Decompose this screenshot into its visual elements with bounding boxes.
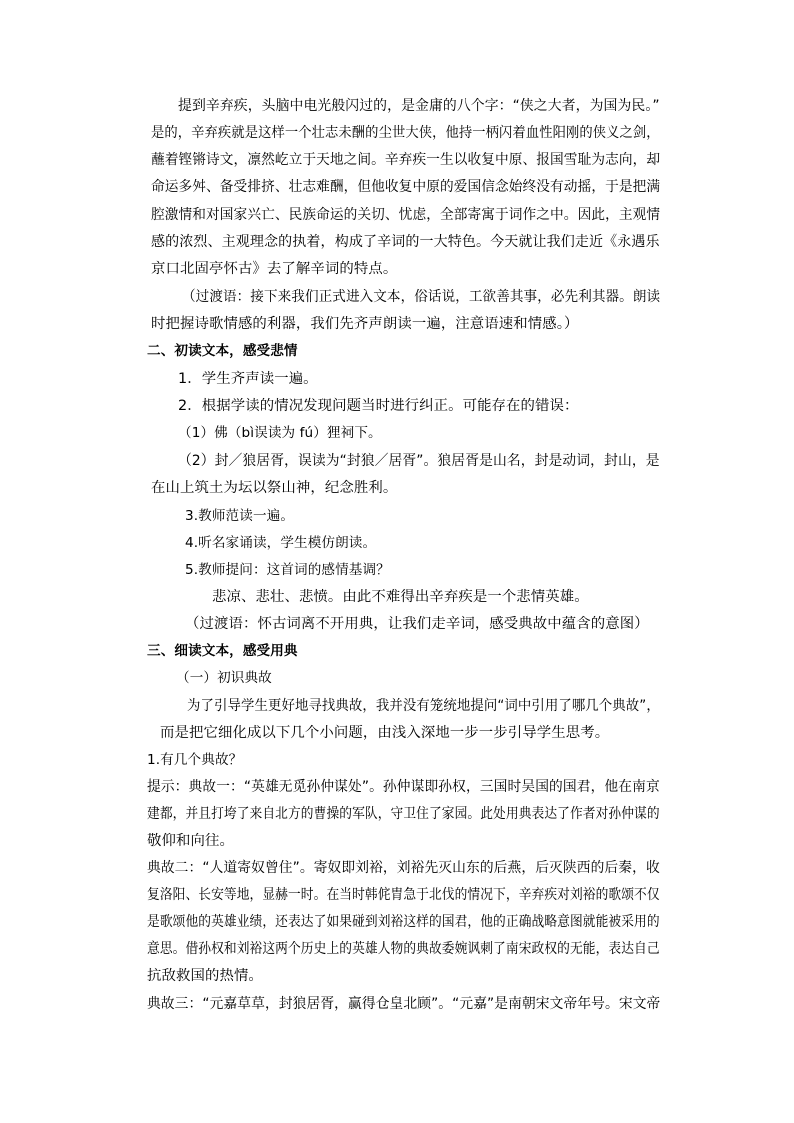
intro-line-4: 命运多舛、备受排挤、壮志难酬，但他收复中原的爱国信念始终没有动摇，于是把满 bbox=[151, 179, 661, 195]
intro-line-1: 提到辛弃疾，头脑中电光般闪过的，是金庸的八个字：“侠之大者，为国为民。” bbox=[178, 98, 660, 114]
error-item-2-cont: 在山上筑土为坛以祭山神，纪念胜利。 bbox=[151, 480, 398, 496]
intro-line-3: 蘸着铿锵诗文，凛然屹立于天地之间。辛弃疾一生以收复中原、报国雪耻为志向，却 bbox=[151, 152, 661, 168]
step-1: 1．学生齐声读一遍。 bbox=[178, 371, 318, 387]
subsection-heading-1: （一）初识典故 bbox=[176, 670, 272, 686]
method-line-1: 为了引导学生更好地寻找典故，我并没有笼统地提问“词中引用了哪几个典故”， bbox=[187, 698, 660, 714]
step-3: 3.教师范读一遍。 bbox=[185, 508, 295, 524]
allusion-2-line-1: 典故二：“人道寄奴曾住”。寄奴即刘裕，刘裕先灭山东的后燕，后灭陕西的后秦，收 bbox=[147, 860, 660, 876]
step-2: 2．根据学读的情况发现问题当时进行纠正。可能存在的错误： bbox=[178, 398, 579, 414]
question-1: 1.有几个典故？ bbox=[147, 752, 243, 768]
section-heading-2: 二、初读文本，感受悲情 bbox=[147, 343, 298, 359]
allusion-2-line-3: 是歌颂他的英雄业绩，还表达了如果碰到刘裕这样的国君，他的正确战略意图就能被采用的 bbox=[147, 914, 660, 930]
allusion-2-line-2: 复洛阳、长安等地，显赫一时。在当时韩侂胄急于北伐的情况下，辛弃疾对刘裕的歌颂不仅 bbox=[147, 887, 660, 903]
allusion-2-line-5: 抗敌救国的热情。 bbox=[147, 968, 263, 984]
intro-line-7: 京口北固亭怀古》去了解辛词的特点。 bbox=[151, 261, 398, 277]
transition-line-2: 时把握诗歌情感的利器，我们先齐声朗读一遍，注意语速和情感。） bbox=[151, 316, 579, 332]
transition-line-1: （过渡语：接下来我们正式进入文本，俗话说，工欲善其事，必先利其器。朗读 bbox=[182, 289, 661, 305]
allusion-3-line-1: 典故三：“元嘉草草，封狼居胥，赢得仓皇北顾”。“元嘉”是南朝宋文帝年号。宋文帝 bbox=[147, 996, 661, 1012]
method-line-2: 而是把它细化成以下几个小问题，由浅入深地一步一步引导学生思考。 bbox=[160, 725, 610, 741]
intro-line-6: 感的浓烈、主观理念的执着，构成了辛词的一大特色。今天就让我们走近《永遇乐 bbox=[151, 234, 660, 250]
transition-line-3: （过渡语：怀古词离不开用典，让我们走辛词，感受典故中蕴含的意图） bbox=[185, 616, 649, 632]
section-heading-3: 三、细读文本，感受用典 bbox=[147, 643, 298, 659]
allusion-1-line-2: 建都，并且打垮了来自北方的曹操的军队，守卫住了家园。此处用典表达了作者对孙仲谋的 bbox=[147, 806, 660, 822]
answer-line: 悲凉、悲壮、悲愤。由此不难得出辛弃疾是一个悲情英雄。 bbox=[212, 589, 589, 605]
intro-line-5: 腔激情和对国家兴亡、民族命运的关切、忧虑，全部寄寓于词作之中。因此，主观情 bbox=[151, 207, 661, 223]
allusion-1-line-3: 敬仰和向往。 bbox=[147, 833, 234, 849]
error-item-1: （1）佛（bì误读为 fú）狸祠下。 bbox=[178, 425, 382, 441]
allusion-1-line-1: 提示：典故一：“英雄无觅孙仲谋处”。孙仲谋即孙权，三国时吴国的国君，他在南京 bbox=[147, 779, 660, 795]
step-4: 4.听名家诵读，学生模仿朗读。 bbox=[185, 535, 377, 551]
allusion-2-line-4: 意思。借孙权和刘裕这两个历史上的英雄人物的典故委婉讽刺了南宋政权的无能，表达自己 bbox=[147, 941, 660, 957]
intro-line-2: 是的，辛弃疾就是这样一个壮志未酬的尘世大侠，他持一柄闪着血性阳刚的侠义之剑， bbox=[151, 125, 660, 141]
error-item-2: （2）封／狼居胥，误读为“封狼／居胥”。狼居胥是山名，封是动词，封山，是 bbox=[178, 453, 660, 469]
step-5: 5.教师提问：这首词的感情基调？ bbox=[185, 562, 390, 578]
